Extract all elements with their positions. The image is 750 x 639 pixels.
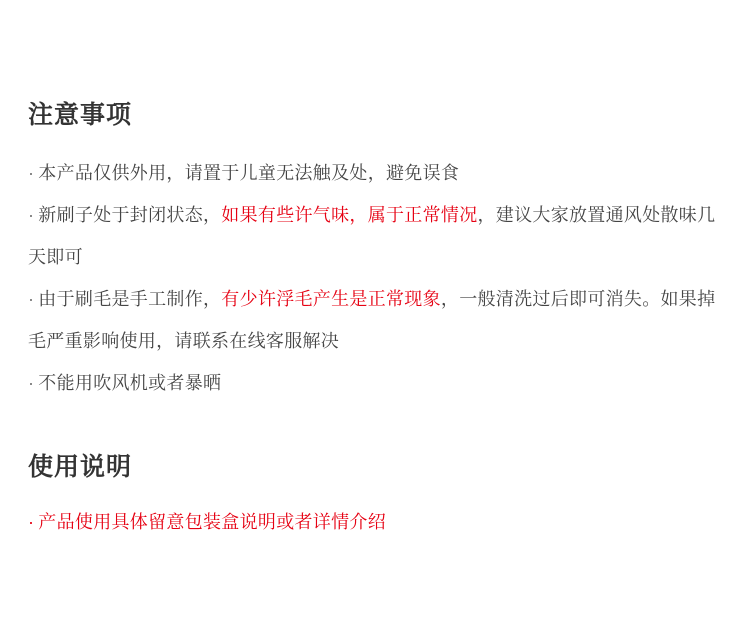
note-text-highlight: 如果有些许气味，属于正常情况: [221, 205, 478, 225]
note-text: 由于刷毛是手工制作，: [38, 289, 222, 309]
list-item: [28, 278, 722, 362]
bullet-icon: ·: [28, 163, 35, 183]
list-item: [28, 152, 722, 194]
note-text: ，一般清洗过后即可消失。如果掉毛严重影响使用，请联系在线客服解决: [28, 289, 716, 351]
note-text: 本产品仅供外用，请置于儿童无法触及处，避免误食: [38, 163, 460, 183]
usage-instruction: [28, 505, 722, 539]
usage-section-title: 使用说明: [28, 453, 133, 481]
note-text-highlight: 有少许浮毛产生是正常现象: [221, 289, 441, 309]
notes-list: [28, 152, 722, 404]
list-item: [28, 194, 722, 278]
usage-instruction-text: 产品使用具体留意包装盒说明或者详情介绍: [38, 512, 386, 532]
bullet-icon: ·: [28, 205, 35, 225]
notes-section-title: 注意事项: [28, 101, 133, 129]
bullet-icon: ·: [28, 289, 35, 309]
bullet-icon: ·: [28, 512, 35, 532]
bullet-icon: ·: [28, 373, 35, 393]
list-item: [28, 362, 722, 404]
note-text: ，建议大家放置通风处散味几天即可: [28, 205, 716, 267]
note-text: 不能用吹风机或者暴晒: [38, 373, 222, 393]
note-text: 新刷子处于封闭状态，: [38, 205, 222, 225]
